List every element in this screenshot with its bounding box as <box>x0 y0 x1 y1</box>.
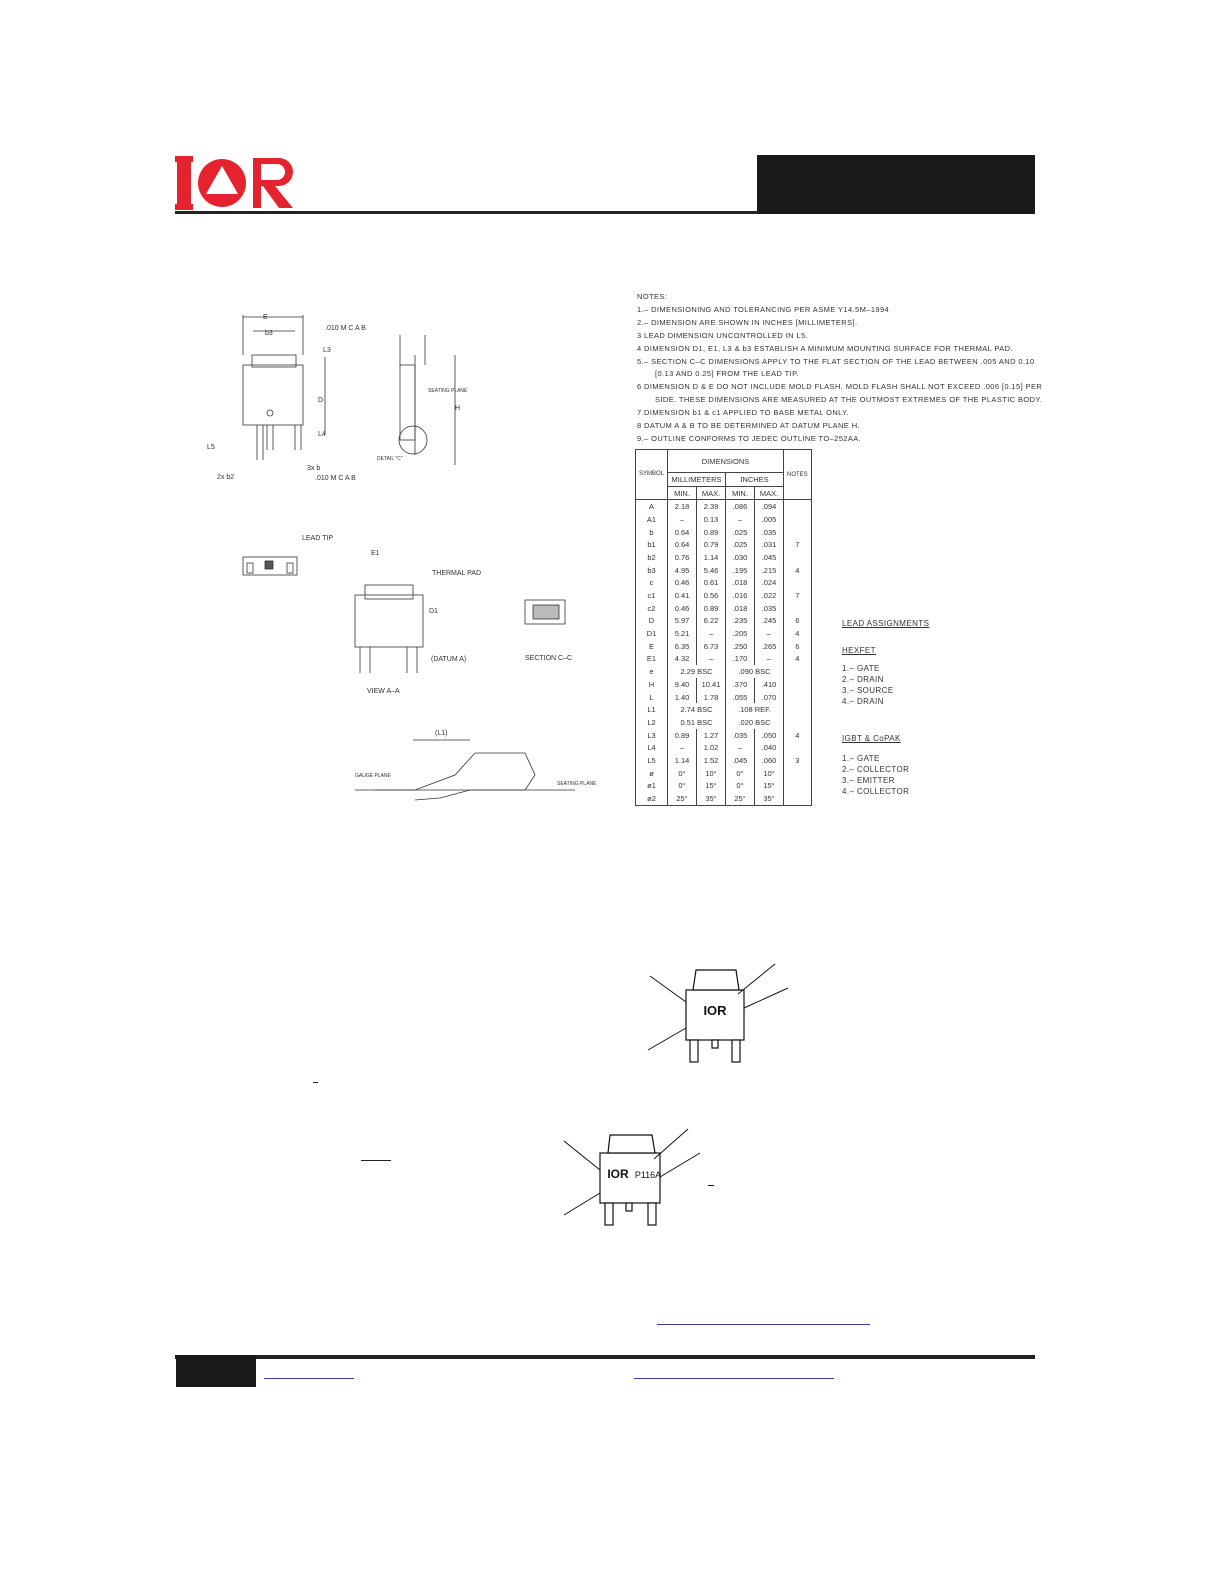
table-cell: ø2 <box>636 792 668 805</box>
table-cell: 10.41 <box>697 678 726 691</box>
header-dark-block <box>757 155 1035 214</box>
table-cell: – <box>755 627 784 640</box>
table-cell: 0.64 <box>668 538 697 551</box>
table-row <box>636 653 812 666</box>
igbt-lead-3: 3.– EMITTER <box>842 776 895 785</box>
hexfet-lead-4: 4.– DRAIN <box>842 697 884 706</box>
table-cell: .025 <box>726 526 755 539</box>
table-cell: .086 <box>726 500 755 513</box>
table-cell: .040 <box>755 741 784 754</box>
dimensions-body <box>636 500 812 806</box>
table-cell: 4 <box>784 627 812 640</box>
table-cell: 0.89 <box>668 729 697 742</box>
table-cell: ø1 <box>636 780 668 793</box>
hexfet-title: HEXFET <box>842 646 876 655</box>
table-cell: L3 <box>636 729 668 742</box>
dim-E: E <box>263 314 268 321</box>
table-cell <box>784 513 812 526</box>
hexfet-lead-3: 3.– SOURCE <box>842 686 894 695</box>
table-cell: A1 <box>636 513 668 526</box>
table-cell <box>784 678 812 691</box>
table-cell: e <box>636 665 668 678</box>
table-row <box>636 577 812 590</box>
view-aa-label: VIEW A–A <box>367 688 400 695</box>
table-cell: L1 <box>636 703 668 716</box>
table-cell: .245 <box>755 615 784 628</box>
table-row <box>636 551 812 564</box>
table-cell: .108 REF. <box>726 703 784 716</box>
table-cell: 0.56 <box>697 589 726 602</box>
igbt-title: IGBT & CoPAK <box>842 734 901 743</box>
table-cell: H <box>636 678 668 691</box>
dim-3xb: 3x b <box>307 465 321 472</box>
table-cell: 6.22 <box>697 615 726 628</box>
table-cell: 0° <box>726 767 755 780</box>
table-row <box>636 792 812 805</box>
table-cell: 15° <box>697 780 726 793</box>
table-cell: .410 <box>755 678 784 691</box>
dimensions-table-wrap <box>635 449 812 806</box>
symbol-header: SYMBOL <box>636 450 668 500</box>
table-cell: 5.21 <box>668 627 697 640</box>
table-cell: 2.18 <box>668 500 697 513</box>
table-row <box>636 526 812 539</box>
table-cell: – <box>726 513 755 526</box>
table-cell: 1.14 <box>668 754 697 767</box>
table-cell: 6 <box>784 615 812 628</box>
table-cell <box>784 526 812 539</box>
table-cell: 15° <box>755 780 784 793</box>
seating-plane-label-2: SEATING PLANE <box>557 781 597 787</box>
note-5b: [0.13 AND 0.25] FROM THE LEAD TIP. <box>655 369 800 379</box>
table-cell: b <box>636 526 668 539</box>
table-cell: 7 <box>784 538 812 551</box>
note-6b: SIDE. THESE DIMENSIONS ARE MEASURED AT THE OUTMOST EXTREMES OF THE PLASTIC BODY. <box>655 395 1043 405</box>
table-cell: L4 <box>636 741 668 754</box>
dim-E1: E1 <box>371 550 380 557</box>
marking-logo-1: IOR <box>703 1003 727 1018</box>
datum-a-label: (DATUM A) <box>431 656 467 663</box>
table-cell: 6.73 <box>697 640 726 653</box>
table-cell: b3 <box>636 564 668 577</box>
table-cell <box>784 792 812 805</box>
table-cell: .018 <box>726 577 755 590</box>
table-row <box>636 678 812 691</box>
table-row <box>636 564 812 577</box>
dim-L5: L5 <box>207 444 215 451</box>
table-cell: 10° <box>697 767 726 780</box>
table-cell: 4 <box>784 729 812 742</box>
section-cc-label: SECTION C–C <box>525 655 573 662</box>
table-cell: 0.64 <box>668 526 697 539</box>
footer-rule <box>175 1355 1035 1359</box>
table-cell: 4 <box>784 653 812 666</box>
table-cell: 0° <box>726 780 755 793</box>
table-row <box>636 741 812 754</box>
gauge-plane-label: GAUGE PLANE <box>355 773 391 779</box>
mm-header: MILLIMETERS <box>668 473 726 487</box>
table-cell: 1.78 <box>697 691 726 704</box>
marking-logo-2: IOR <box>607 1167 629 1181</box>
table-cell: 0.51 BSC <box>668 716 726 729</box>
table-row <box>636 716 812 729</box>
table-cell <box>784 551 812 564</box>
table-cell: 0.41 <box>668 589 697 602</box>
table-cell: 6.35 <box>668 640 697 653</box>
table-cell: .235 <box>726 615 755 628</box>
dim-b3: b3 <box>265 330 273 337</box>
notes-block <box>637 291 1043 446</box>
table-cell: c1 <box>636 589 668 602</box>
lead-tip-label: LEAD TIP <box>302 535 333 542</box>
table-cell: 0° <box>668 767 697 780</box>
table-cell: 0.89 <box>697 526 726 539</box>
table-cell: 1.14 <box>697 551 726 564</box>
table-cell: .045 <box>755 551 784 564</box>
table-cell: 4 <box>784 564 812 577</box>
table-cell: 5.97 <box>668 615 697 628</box>
table-cell: .022 <box>755 589 784 602</box>
table-row <box>636 627 812 640</box>
table-cell: .035 <box>755 526 784 539</box>
table-row <box>636 754 812 767</box>
table-cell: .265 <box>755 640 784 653</box>
note-8: 8 DATUM A & B TO BE DETERMINED AT DATUM PLANE H. <box>637 421 860 431</box>
table-cell: – <box>697 627 726 640</box>
table-cell: 0.13 <box>697 513 726 526</box>
table-cell: .024 <box>755 577 784 590</box>
mm-min-header: MIN. <box>668 486 697 500</box>
dimensions-table <box>635 449 812 806</box>
table-cell: .025 <box>726 538 755 551</box>
table-cell: 0° <box>668 780 697 793</box>
short-rule-2 <box>361 1160 391 1161</box>
company-logo <box>175 150 300 214</box>
table-cell <box>784 602 812 615</box>
table-cell: 1.40 <box>668 691 697 704</box>
table-cell: 2.74 BSC <box>668 703 726 716</box>
ior-logo-graphic <box>175 150 300 214</box>
table-cell: .035 <box>726 729 755 742</box>
table-cell: ø <box>636 767 668 780</box>
dimensions-header: DIMENSIONS <box>668 450 784 473</box>
table-row <box>636 602 812 615</box>
table-row <box>636 538 812 551</box>
table-cell: E1 <box>636 653 668 666</box>
table-cell: .045 <box>726 754 755 767</box>
l1-label: (L1) <box>435 730 448 737</box>
table-cell: 25° <box>668 792 697 805</box>
table-cell: .020 BSC <box>726 716 784 729</box>
marking-example-2 <box>560 1125 710 1230</box>
table-cell: c2 <box>636 602 668 615</box>
table-row <box>636 589 812 602</box>
table-row <box>636 665 812 678</box>
igbt-lead-1: 1.– GATE <box>842 754 880 763</box>
table-cell: .018 <box>726 602 755 615</box>
top-view-body <box>243 365 303 425</box>
table-cell: – <box>668 513 697 526</box>
note-1: 1.– DIMENSIONING AND TOLERANCING PER ASME Y14.5M–1994 <box>637 304 890 314</box>
table-cell: 35° <box>697 792 726 805</box>
table-cell: D1 <box>636 627 668 640</box>
table-cell: 1.52 <box>697 754 726 767</box>
table-cell: L <box>636 691 668 704</box>
table-cell: 5.46 <box>697 564 726 577</box>
table-cell <box>784 780 812 793</box>
table-cell: .195 <box>726 564 755 577</box>
table-cell: 25° <box>726 792 755 805</box>
footer-link-1[interactable] <box>264 1378 354 1379</box>
thermal-pad-label: THERMAL PAD <box>432 570 482 577</box>
table-row <box>636 780 812 793</box>
dim-2xb2: 2x b2 <box>217 474 235 481</box>
hexfet-lead-2: 2.– DRAIN <box>842 675 884 684</box>
table-cell: 6 <box>784 640 812 653</box>
marking-example-1 <box>640 960 800 1070</box>
table-cell <box>784 703 812 716</box>
footer-link-2[interactable] <box>634 1378 834 1379</box>
table-cell: 35° <box>755 792 784 805</box>
table-row <box>636 500 812 513</box>
table-cell: .031 <box>755 538 784 551</box>
table-cell: A <box>636 500 668 513</box>
table-cell: c <box>636 577 668 590</box>
table-row <box>636 703 812 716</box>
note-7: 7 DIMENSION b1 & c1 APPLIED TO BASE METAL ONLY. <box>637 408 850 418</box>
table-cell: .070 <box>755 691 784 704</box>
lead-assignments-title: LEAD ASSIGNMENTS <box>842 619 930 628</box>
table-cell <box>784 500 812 513</box>
in-header: INCHES <box>726 473 784 487</box>
table-cell: 4.95 <box>668 564 697 577</box>
table-cell: 0.46 <box>668 602 697 615</box>
table-cell: .050 <box>755 729 784 742</box>
footer-page-block <box>176 1355 256 1387</box>
table-cell: 0.61 <box>697 577 726 590</box>
table-row <box>636 729 812 742</box>
table-cell: b2 <box>636 551 668 564</box>
table-cell: .016 <box>726 589 755 602</box>
note-6: 6 DIMENSION D & E DO NOT INCLUDE MOLD FLASH. MOLD FLASH SHALL NOT EXCEED .006 [0.15] PER <box>637 382 1043 392</box>
table-cell: 1.27 <box>697 729 726 742</box>
table-row <box>636 640 812 653</box>
table-cell: 0.79 <box>697 538 726 551</box>
hexfet-lead-1: 1.– GATE <box>842 664 880 673</box>
table-cell: .090 BSC <box>726 665 784 678</box>
table-cell <box>784 577 812 590</box>
table-cell: .094 <box>755 500 784 513</box>
dim-H: H <box>455 405 461 412</box>
table-cell: L2 <box>636 716 668 729</box>
table-cell: .205 <box>726 627 755 640</box>
note-2: 2.– DIMENSION ARE SHOWN IN INCHES [MILLIMETERS]. <box>637 317 858 327</box>
table-row <box>636 691 812 704</box>
table-cell: .215 <box>755 564 784 577</box>
in-max-header: MAX. <box>755 486 784 500</box>
table-row <box>636 767 812 780</box>
table-cell: 4.32 <box>668 653 697 666</box>
table-cell: 1.02 <box>697 741 726 754</box>
table-cell <box>784 716 812 729</box>
mm-max-header: MAX. <box>697 486 726 500</box>
package-drawings <box>195 295 615 820</box>
table-cell: .055 <box>726 691 755 704</box>
table-cell: .060 <box>755 754 784 767</box>
table-cell: 3 <box>784 754 812 767</box>
table-cell: .170 <box>726 653 755 666</box>
table-cell: 7 <box>784 589 812 602</box>
table-row <box>636 513 812 526</box>
table-cell: 10° <box>755 767 784 780</box>
link-underline-1[interactable] <box>657 1324 870 1325</box>
dim-L3: L3 <box>323 347 331 354</box>
table-cell <box>784 767 812 780</box>
dim-D: D <box>318 397 324 404</box>
short-rule-3 <box>708 1185 714 1186</box>
dim-L4: L4 <box>318 431 326 438</box>
table-cell: – <box>726 741 755 754</box>
table-cell <box>784 741 812 754</box>
table-cell: 2.29 BSC <box>668 665 726 678</box>
short-rule-1 <box>313 1082 318 1083</box>
table-cell: 0.89 <box>697 602 726 615</box>
detail-c-label: DETAIL "C" <box>377 456 403 462</box>
note-5: 5.– SECTION C–C DIMENSIONS APPLY TO THE FLAT SECTION OF THE LEAD BETWEEN .005 AND 0.10 <box>637 356 1035 366</box>
note-3: 3 LEAD DIMENSION UNCONTROLLED IN L5. <box>637 330 809 340</box>
in-min-header: MIN. <box>726 486 755 500</box>
note-4: 4 DIMENSION D1, E1, L3 & b3 ESTABLISH A MINIMUM MOUNTING SURFACE FOR THERMAL PAD. <box>637 343 1013 353</box>
table-cell: b1 <box>636 538 668 551</box>
table-cell <box>784 665 812 678</box>
table-cell: 9.40 <box>668 678 697 691</box>
table-cell <box>784 691 812 704</box>
table-cell: – <box>755 653 784 666</box>
table-cell: .035 <box>755 602 784 615</box>
igbt-lead-4: 4.– COLLECTOR <box>842 787 910 796</box>
tolerance-frame-1: .010 M C A B <box>315 475 356 482</box>
seating-plane-label: SEATING PLANE <box>428 388 468 394</box>
table-cell: .030 <box>726 551 755 564</box>
table-cell: D <box>636 615 668 628</box>
table-cell: 2.39 <box>697 500 726 513</box>
notes-title: NOTES: <box>637 292 668 301</box>
table-cell: L5 <box>636 754 668 767</box>
note-9: 9.– OUTLINE CONFORMS TO JEDEC OUTLINE TO–252AA. <box>637 433 862 443</box>
notes-header: NOTES <box>784 450 812 500</box>
marking-part-code: P116A <box>634 1170 662 1180</box>
table-cell: – <box>697 653 726 666</box>
table-cell: .370 <box>726 678 755 691</box>
dim-D1: D1 <box>429 608 438 615</box>
table-row <box>636 615 812 628</box>
lead-assignments <box>842 619 962 797</box>
table-cell: 0.46 <box>668 577 697 590</box>
table-cell: .250 <box>726 640 755 653</box>
igbt-lead-2: 2.– COLLECTOR <box>842 765 910 774</box>
tolerance-frame-2: .010 M C A B <box>325 325 366 332</box>
table-cell: .005 <box>755 513 784 526</box>
table-cell: – <box>668 741 697 754</box>
table-cell: E <box>636 640 668 653</box>
table-cell: 0.76 <box>668 551 697 564</box>
